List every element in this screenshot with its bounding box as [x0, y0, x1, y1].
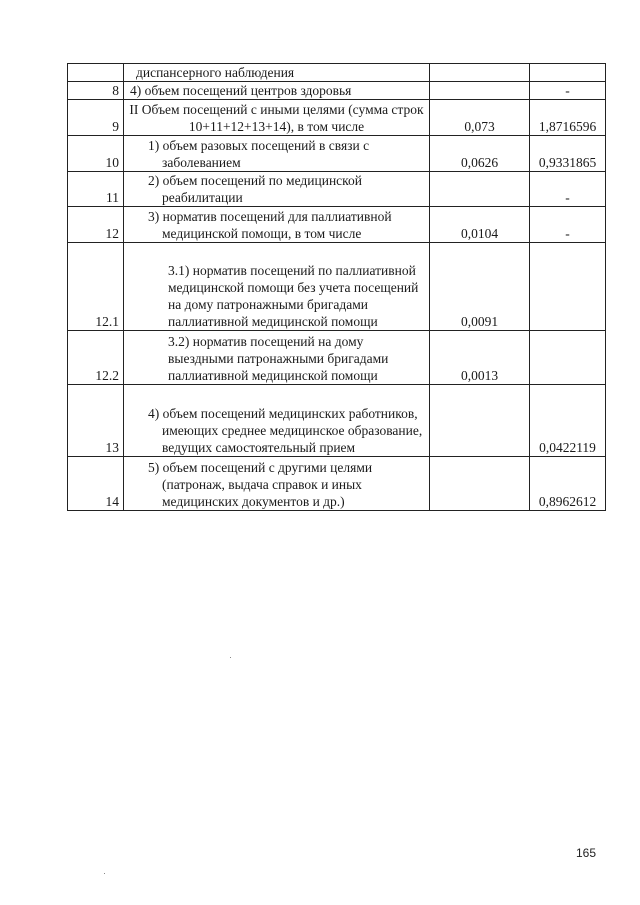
row-description: 3) норматив посещений для паллиативной медицинской помощи, в том числе: [148, 209, 392, 241]
table-row: [68, 100, 606, 136]
row-value-col4: [530, 64, 606, 82]
page-number: 165: [576, 846, 597, 860]
row-description: 3.2) норматив посещений на дому выездными патронажными бригадами паллиативной медицинской помощи: [124, 331, 430, 385]
row-number: 11: [68, 172, 124, 207]
row-value-col3: [430, 172, 530, 207]
row-description: 4) объем посещений центров здоровья: [124, 82, 430, 100]
row-number: 12.2: [68, 331, 124, 385]
row-number: 12: [68, 207, 124, 243]
row-number: 13: [68, 385, 124, 457]
table-row: [68, 385, 606, 457]
row-value-col3: 0,0104: [430, 207, 530, 243]
row-number: 8: [68, 82, 124, 100]
table-row: [68, 64, 606, 82]
table-row: [68, 136, 606, 172]
volume-table: [67, 63, 606, 511]
row-value-col4: -: [530, 82, 606, 100]
row-number: 9: [68, 100, 124, 136]
row-description: 4) объем посещений медицинских работников, имеющих среднее медицинское образование, ведущих самостоятельный прием: [148, 406, 423, 455]
row-value-col4: 0,0422119: [530, 385, 606, 457]
row-number: 12.1: [68, 243, 124, 331]
scan-speck: [104, 873, 105, 874]
row-value-col4: -: [530, 207, 606, 243]
row-description: 2) объем посещений по медицинской реабилитации: [148, 173, 363, 205]
row-number: 14: [68, 457, 124, 511]
row-description: II Объем посещений с иными целями (сумма строк 10+11+12+13+14), в том числе: [124, 100, 430, 136]
row-value-col4: 0,8962612: [530, 457, 606, 511]
table-row: [68, 172, 606, 207]
row-value-col3: [430, 385, 530, 457]
table-row: [68, 243, 606, 331]
row-value-col3: 0,0091: [430, 243, 530, 331]
row-description: 3.1) норматив посещений по паллиативной медицинской помощи без учета посещений на дому патронажными бригадами паллиативной медицинской помощи: [124, 243, 430, 331]
row-value-col4: [530, 243, 606, 331]
row-value-col3: [430, 64, 530, 82]
row-value-col3: 0,0013: [430, 331, 530, 385]
row-value-col3: [430, 457, 530, 511]
row-value-col3: [430, 82, 530, 100]
row-value-col4: 0,9331865: [530, 136, 606, 172]
row-value-col4: 1,8716596: [530, 100, 606, 136]
row-description: диспансерного наблюдения: [124, 64, 430, 82]
scan-speck: [230, 657, 231, 658]
table-row: [68, 82, 606, 100]
row-number: [68, 64, 124, 82]
row-number: 10: [68, 136, 124, 172]
row-description: 5) объем посещений с другими целями (патронаж, выдача справок и иных медицинских документов и др.): [148, 460, 373, 509]
row-value-col3: 0,0626: [430, 136, 530, 172]
row-value-col4: [530, 331, 606, 385]
table-row: [68, 207, 606, 243]
row-description: 1) объем разовых посещений в связи с заболеванием: [148, 138, 370, 170]
table-row: [68, 457, 606, 511]
row-value-col4: -: [530, 172, 606, 207]
row-value-col3: 0,073: [430, 100, 530, 136]
table-row: [68, 331, 606, 385]
